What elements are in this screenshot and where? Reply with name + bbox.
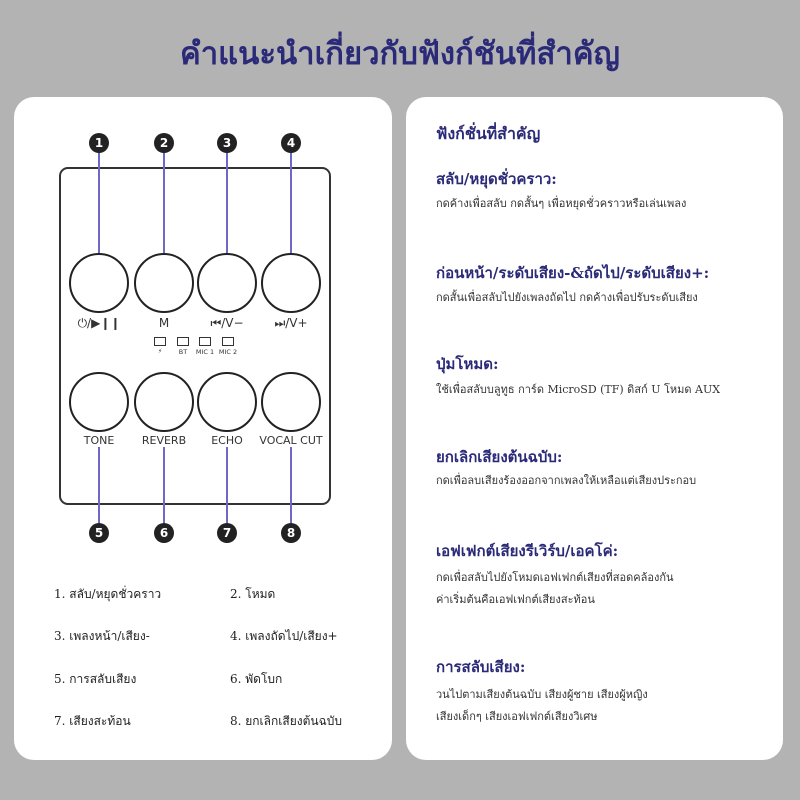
echo-button[interactable] bbox=[197, 372, 257, 432]
power-indicator-label: ⚡ bbox=[157, 347, 163, 355]
legend-item: 5. การสลับเสียง bbox=[54, 672, 137, 686]
bt-indicator-label: BT bbox=[178, 348, 188, 356]
legend-item: 7. เสียงสะท้อน bbox=[54, 714, 131, 728]
function-desc: เสียงเด็กๆ เสียงเอฟเฟกต์เสียงวิเศษ bbox=[436, 710, 598, 723]
page-title: คำแนะนำเกี่ยวกับฟังก์ชันที่สำคัญ bbox=[180, 36, 620, 72]
prev-volume-down-label: ⏮/V− bbox=[210, 316, 244, 330]
number-badge-4: 4 bbox=[281, 133, 301, 153]
mic1-indicator-label: MIC 1 bbox=[195, 348, 215, 356]
reverb-button[interactable] bbox=[134, 372, 194, 432]
legend-item: 6. พัดโบก bbox=[230, 672, 283, 686]
mic2-indicator-label: MIC 2 bbox=[218, 348, 238, 356]
mic1-indicator-light bbox=[199, 337, 211, 346]
connector-line bbox=[226, 447, 228, 527]
function-desc: วนไปตามเสียงต้นฉบับ เสียงผู้ชาย เสียงผู้หญิง bbox=[436, 688, 648, 701]
bt-indicator-light bbox=[177, 337, 189, 346]
function-title: ก่อนหน้า/ระดับเสียง-&ถัดไป/ระดับเสียง+: bbox=[436, 264, 710, 282]
power-indicator-light bbox=[154, 337, 166, 346]
tone-button[interactable] bbox=[69, 372, 129, 432]
number-badge-7: 7 bbox=[217, 523, 237, 543]
number-badge-6: 6 bbox=[154, 523, 174, 543]
device-diagram-card bbox=[14, 97, 392, 760]
connector-line bbox=[290, 447, 292, 527]
functions-card bbox=[406, 97, 783, 760]
mode-label: M bbox=[158, 316, 170, 330]
function-title: ปุ่มโหมด: bbox=[436, 355, 499, 373]
function-title: เอฟเฟกต์เสียงรีเวิร์บ/เอคโค่: bbox=[436, 542, 619, 560]
legend-item: 8. ยกเลิกเสียงต้นฉบับ bbox=[230, 714, 343, 728]
function-title: การสลับเสียง: bbox=[436, 658, 526, 676]
next-volume-up-button[interactable] bbox=[261, 253, 321, 313]
function-title: ยกเลิกเสียงต้นฉบับ: bbox=[436, 448, 563, 466]
function-title: สลับ/หยุดชั่วคราว: bbox=[436, 170, 557, 188]
function-desc: ใช้เพื่อสลับบลูทูธ การ์ด MicroSD (TF) ดิสก์ U โหมด AUX bbox=[436, 383, 721, 396]
legend-item: 1. สลับ/หยุดชั่วคราว bbox=[54, 587, 162, 601]
mode-button[interactable] bbox=[134, 253, 194, 313]
echo-label: ECHO bbox=[211, 434, 243, 447]
next-volume-up-label: ⏭/V+ bbox=[274, 316, 308, 330]
function-desc: กดเพื่อลบเสียงร้องออกจากเพลงให้เหลือแต่เสียงประกอบ bbox=[436, 474, 697, 487]
vocal-cut-label: VOCAL CUT bbox=[259, 434, 323, 447]
connector-line bbox=[163, 447, 165, 527]
prev-volume-down-button[interactable] bbox=[197, 253, 257, 313]
mic2-indicator-light bbox=[222, 337, 234, 346]
number-badge-2: 2 bbox=[154, 133, 174, 153]
legend-item: 3. เพลงหน้า/เสียง- bbox=[54, 629, 150, 643]
vocal-cut-button[interactable] bbox=[261, 372, 321, 432]
legend-item: 2. โหมด bbox=[230, 587, 276, 601]
play-pause-button[interactable] bbox=[69, 253, 129, 313]
functions-heading: ฟังก์ชั่นที่สำคัญ bbox=[436, 124, 541, 143]
play-pause-label: ⏻/▶❙❙ bbox=[77, 316, 121, 330]
connector-line bbox=[98, 447, 100, 527]
reverb-label: REVERB bbox=[141, 434, 187, 447]
function-desc: กดเพื่อสลับไปยังโหมดเอฟเฟกต์เสียงที่สอดคล้องกัน bbox=[436, 571, 674, 584]
tone-label: TONE bbox=[83, 434, 115, 447]
function-desc: ค่าเริ่มต้นคือเอฟเฟกต์เสียงสะท้อน bbox=[436, 593, 595, 606]
number-badge-1: 1 bbox=[89, 133, 109, 153]
function-desc: กดค้างเพื่อสลับ กดสั้นๆ เพื่อหยุดชั่วคราวหรือเล่นเพลง bbox=[436, 197, 687, 210]
number-badge-8: 8 bbox=[281, 523, 301, 543]
number-badge-5: 5 bbox=[89, 523, 109, 543]
number-badge-3: 3 bbox=[217, 133, 237, 153]
legend-item: 4. เพลงถัดไป/เสียง+ bbox=[230, 629, 338, 643]
function-desc: กดสั้นเพื่อสลับไปยังเพลงถัดไป กดค้างเพื่อปรับระดับเสียง bbox=[436, 291, 698, 304]
